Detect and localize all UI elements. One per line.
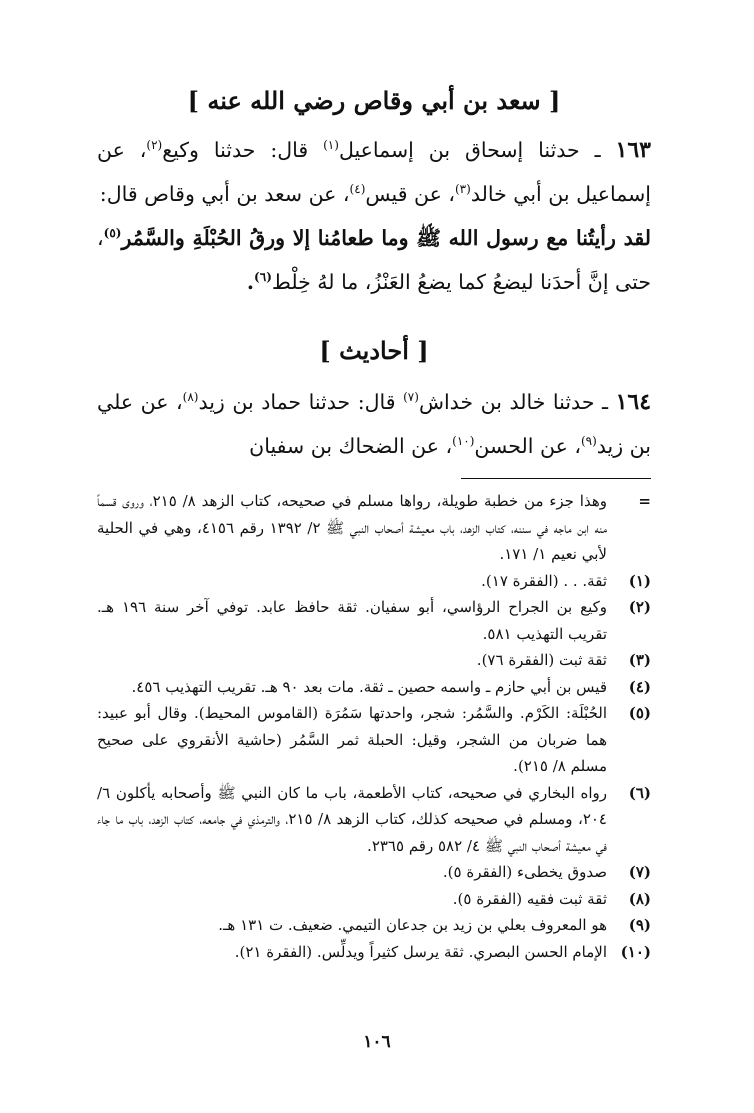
footnote-text: صدوق يخطىء (الفقرة ٥).: [442, 863, 607, 881]
footnote-mark: =: [638, 492, 651, 510]
isnad-text: ، عن سعد بن أبي وقاص قال:: [99, 182, 350, 206]
section-heading-ahadith: [ أحاديث ]: [319, 336, 429, 365]
footnote-text: الإمام الحسن البصري. ثقة يرسل كثيراً ويدلِّس. (الفقرة ٢١).: [234, 942, 607, 961]
footnote-mark: (٢): [628, 598, 651, 616]
footnote-item: [97, 859, 651, 886]
isnad-text: ، عن الحسن: [474, 434, 581, 458]
isnad-text: ، عن الضحاك بن سفيان: [249, 434, 453, 458]
footnote-text: وهذا جزء من خطبة طويلة، رواها مسلم في صحيحه، كتاب الزهد ٨/ ٢١٥، وروى قسماً منه ابن ماجه في سننه، كتاب الزهد، باب معيشة أصحاب النبي ﷺ ٢/ ١٣٩٢ رقم ٤١٥٦، وهي في الحلية لأبي نعيم ١/ ١٧١.: [97, 492, 607, 563]
matn-text: لقد رأيتُنا مع رسول الله ﷺ وما طعامُنا إلا ورقُ الحُبْلَةِ والسَّمُر: [121, 226, 651, 250]
footnote-mark: (١): [628, 571, 651, 590]
footnote-text: ثقة. . . (الفقرة ١٧).: [481, 571, 607, 590]
footnote-mark: (١٠): [620, 942, 651, 961]
footnote-ref[interactable]: (٧): [403, 390, 419, 405]
hadith-number: ١٦٣: [615, 137, 651, 163]
isnad-text: ، عن إسماعيل بن أبي خالد: [97, 138, 651, 206]
footnote-mark: (٦): [628, 783, 651, 802]
footnote-item: [97, 568, 651, 595]
footnote-ref[interactable]: (٦): [254, 270, 272, 285]
footnote-ref[interactable]: (٩): [580, 434, 597, 449]
footnote-text: رواه البخاري في صحيحه، كتاب الأطعمة، باب ما كان النبي ﷺ وأصحابه يأكلون ٦/ ٢٠٤، ومسلم في صحيحه كذلك، كتاب الزهد ٨/ ٢١٥، والترمذي في جامعه، كتاب الزهد، باب ما جاء في معيشة أصحاب النبي ﷺ ٤/ ٥٨٢ رقم ٢٣٦٥.: [97, 783, 607, 855]
hadith-number: ١٦٤: [615, 389, 652, 415]
footnote-ref[interactable]: (٣): [454, 182, 471, 197]
isnad-text: ، عن علي بن زيد: [97, 390, 651, 458]
matn-end: .: [246, 270, 255, 294]
footnote-mark: (٣): [628, 651, 651, 669]
footnote-item: [97, 886, 651, 913]
footnote-ref[interactable]: (٨): [182, 390, 199, 405]
footnote-item: [97, 488, 651, 568]
footnote-ref[interactable]: (٤): [349, 182, 366, 197]
hadith-163-matn: [97, 216, 651, 304]
footnote-ref[interactable]: (٢): [146, 138, 163, 153]
isnad-text: ، عن قيس: [365, 182, 455, 206]
footnote-ref[interactable]: (١٠): [452, 434, 475, 449]
footnote-mark: (٤): [628, 677, 651, 696]
hadith-163-isnad: [97, 128, 651, 216]
footnote-ref[interactable]: (١): [323, 138, 339, 153]
footnote-item: [97, 647, 651, 674]
footnote-text: وكيع بن الجراح الرؤاسي، أبو سفيان. ثقة حافظ عابد. توفي آخر سنة ١٩٦ هـ. تقريب التهذيب ٥٨١.: [97, 598, 607, 643]
footnote-mark: (٨): [628, 889, 651, 908]
isnad-text: قال: حدثنا وكيع: [162, 138, 324, 162]
footnote-text: ثقة ثبت (الفقرة ٧٦).: [476, 651, 607, 669]
page-number: ١٠٦: [363, 1032, 391, 1052]
footnote-mark: (٩): [628, 916, 651, 934]
hadith-164-isnad: [97, 380, 651, 468]
footnote-text: الحُبْلَة: الكَرْم. والسَّمُر: شجر، واحدتها سَمُرَة (القاموس المحيط). وقال أبو عبيد: هما ضربان من الشجر، وقيل: الحبلة ثمر السَّمُر (حاشية الأنقروي على صحيح مسلم ٨/ ٢١٥).: [97, 704, 607, 775]
footnote-item: [97, 594, 651, 647]
footnote-item: [97, 700, 651, 780]
footnote-item: [97, 912, 651, 939]
footnote-mark: (٥): [628, 704, 651, 722]
footnote-text: ثقة ثبت فقيه (الفقرة ٥).: [452, 889, 607, 908]
matn-text: ، حتى إنَّ أحدَنا ليضعُ كما يضعُ العَنْزُ، ما لهُ خِلْط: [97, 226, 651, 294]
footnote-mark: (٧): [628, 863, 651, 881]
footnote-item: [97, 674, 651, 701]
footnote-text: هو المعروف بعلي بن زيد بن جدعان التيمي. ضعيف. ت ١٣١ هـ.: [218, 916, 607, 934]
isnad-text: قال: حدثنا حماد بن زيد: [198, 390, 404, 414]
isnad-text: ـ حدثنا إسحاق بن إسماعيل: [338, 138, 616, 162]
footnote-item: [97, 780, 651, 860]
footnote-item: [97, 939, 651, 966]
isnad-text: ـ حدثنا خالد بن خداش: [418, 390, 616, 414]
footnote-divider: [461, 478, 651, 479]
footnotes-list: [97, 488, 651, 965]
section-heading-saad: [ سعد بن أبي وقاص رضي الله عنه ]: [187, 86, 561, 115]
footnote-ref[interactable]: (٥): [103, 226, 122, 241]
footnote-text: قيس بن أبي حازم ـ واسمه حصين ـ ثقة. مات بعد ٩٠ هـ. تقريب التهذيب ٤٥٦.: [131, 677, 607, 696]
